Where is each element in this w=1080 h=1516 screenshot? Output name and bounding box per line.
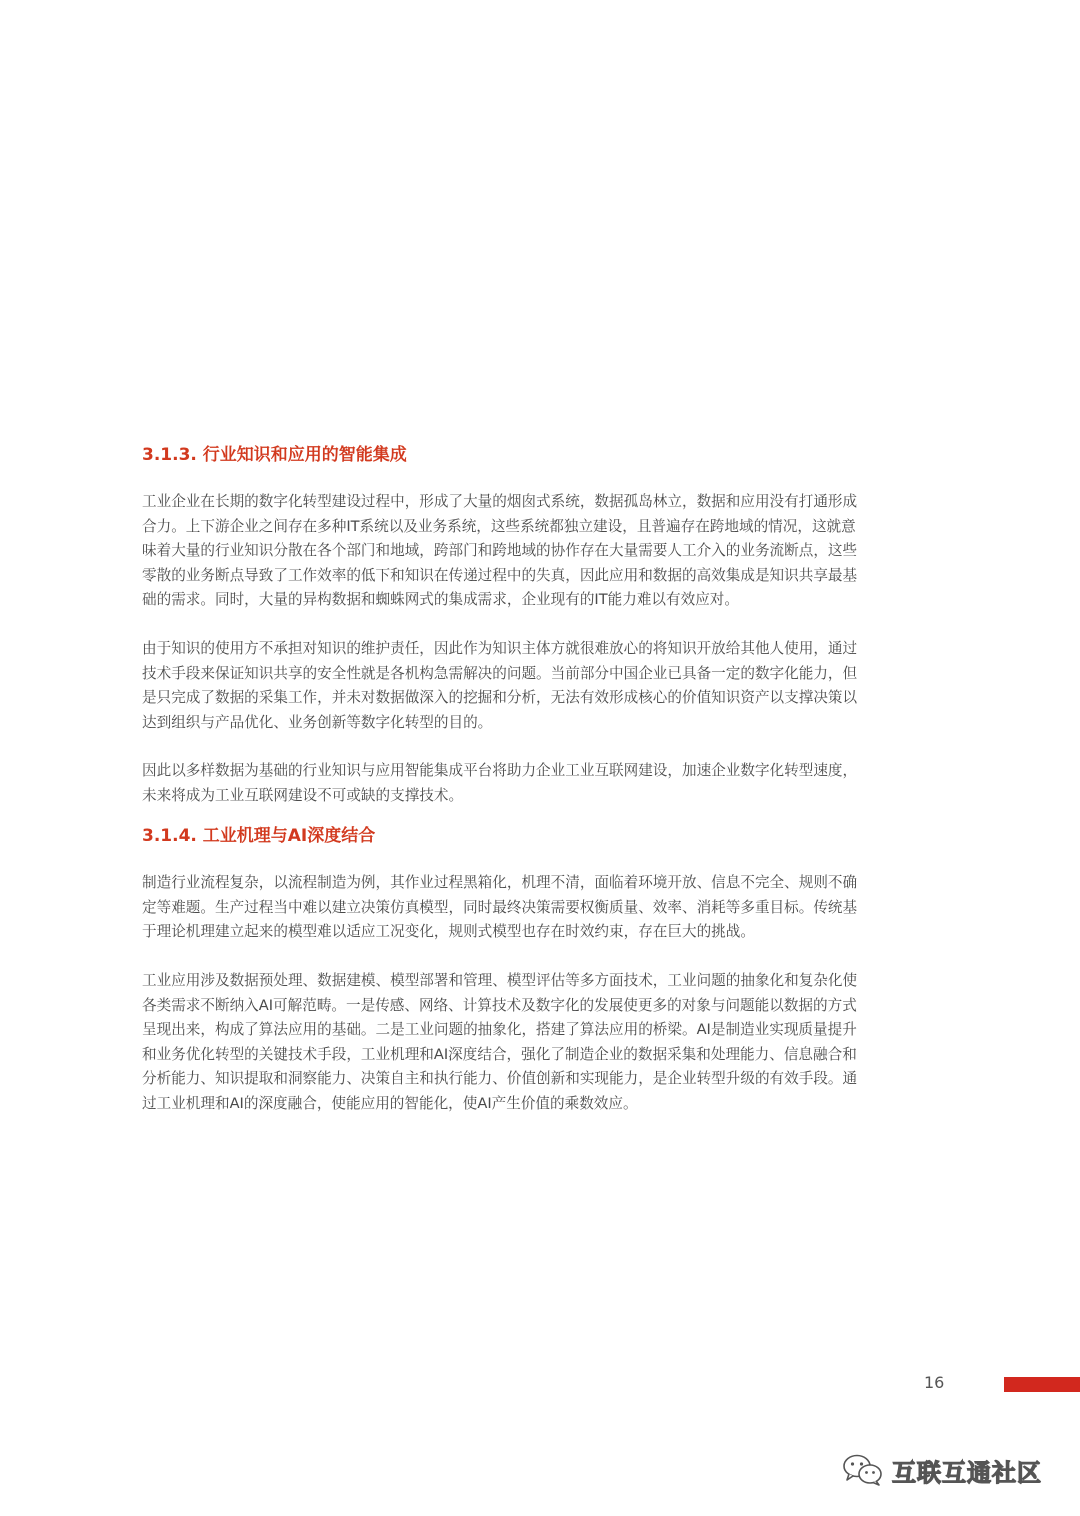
paragraph — [142, 969, 942, 1117]
text-line: 础的需求。同时，大量的异构数据和蜘蛛网式的集成需求，企业现有的IT能力难以有效应对。 — [142, 591, 739, 609]
page-accent-bar — [1004, 1377, 1080, 1392]
text-line: 于理论机理建立起来的模型难以适应工况变化，规则式模型也存在时效约束，存在巨大的挑战。 — [142, 923, 755, 941]
text-line: 和业务优化转型的关键技术手段，工业机理和AI深度结合，强化了制造企业的数据采集和处理能力、信息融合和 — [142, 1045, 857, 1063]
text-line: 制造行业流程复杂，以流程制造为例，其作业过程黑箱化，机理不清，面临着环境开放、信息不完全、规则不确 — [142, 874, 858, 891]
paragraph — [142, 759, 942, 808]
text-line: 由于知识的使用方不承担对知识的维护责任，因此作为知识主体方就很难放心的将知识开放给其他人使用，通过 — [142, 640, 858, 657]
text-line: 合力。上下游企业之间存在多种IT系统以及业务系统，这些系统都独立建设，且普遍存在跨地域的情况，这就意 — [142, 517, 856, 535]
text-line: 定等难题。生产过程当中难以建立决策仿真模型，同时最终决策需要权衡质量、效率、消耗等多重目标。传统基 — [142, 898, 858, 916]
text-line: 工业企业在长期的数字化转型建设过程中，形成了大量的烟囱式系统，数据孤岛林立，数据和应用没有打通形成 — [142, 493, 858, 510]
text-line: 因此以多样数据为基础的行业知识与应用智能集成平台将助力企业工业互联网建设，加速企业数字化转型速度， — [142, 762, 858, 779]
text-line: 各类需求不断纳入AI可解范畴。一是传感、网络、计算技术及数字化的发展使更多的对象与问题能以数据的方式 — [142, 996, 857, 1014]
text-line: 呈现出来，构成了算法应用的基础。二是工业问题的抽象化，搭建了算法应用的桥梁。AI是制造业实现质量提升 — [142, 1021, 857, 1039]
text-line: 达到组织与产品优化、业务创新等数字化转型的目的。 — [142, 713, 493, 731]
paragraph — [142, 871, 942, 945]
section-heading-3-1-4: 3.1.4. 工业机理与AI深度结合 — [142, 826, 376, 846]
paragraph — [142, 490, 942, 613]
section-heading-3-1-3: 3.1.3. 行业知识和应用的智能集成 — [142, 445, 407, 465]
text-line: 未来将成为工业互联网建设不可或缺的支撑技术。 — [142, 786, 464, 804]
text-line: 工业应用涉及数据预处理、数据建模、模型部署和管理、模型评估等多方面技术，工业问题的抽象化和复杂化使 — [142, 972, 858, 989]
text-line: 技术手段来保证知识共享的安全性就是各机构急需解决的问题。当前部分中国企业已具备一定的数字化能力，但 — [142, 664, 858, 682]
watermark-text: 互联互通社区 — [892, 1458, 1042, 1487]
text-line: 味着大量的行业知识分散在各个部门和地域，跨部门和跨地域的协作存在大量需要人工介入的业务流断点，这些 — [142, 542, 858, 560]
text-line: 零散的业务断点导致了工作效率的低下和知识在传递过程中的失真，因此应用和数据的高效集成是知识共享最基 — [142, 566, 858, 584]
text-line: 过工业机理和AI的深度融合，使能应用的智能化，使AI产生价值的乘数效应。 — [142, 1094, 638, 1112]
text-line: 是只完成了数据的采集工作，并未对数据做深入的挖掘和分析，无法有效形成核心的价值知识资产以支撑决策以 — [142, 689, 858, 707]
watermark — [842, 1450, 1042, 1490]
wechat-icon — [842, 1453, 884, 1487]
paragraph — [142, 637, 942, 735]
page-number: 16 — [924, 1373, 945, 1392]
text-line: 分析能力、知识提取和洞察能力、决策自主和执行能力、价值创新和实现能力，是企业转型升级的有效手段。通 — [142, 1070, 858, 1088]
